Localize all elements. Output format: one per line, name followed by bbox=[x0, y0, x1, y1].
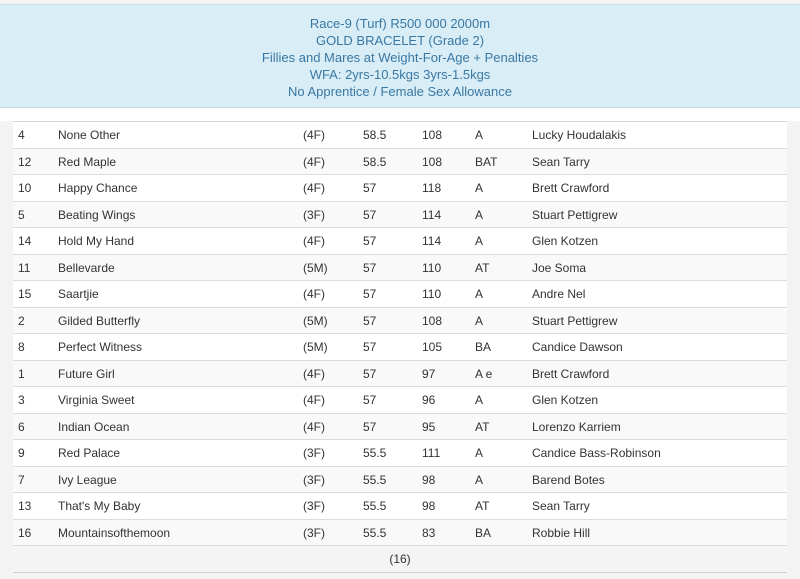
race-title: Race-9 (Turf) R500 000 2000m bbox=[309, 16, 491, 31]
horse-name: Hold My Hand bbox=[58, 234, 135, 248]
age-sex: (3F) bbox=[303, 472, 325, 487]
jockey-name: Robbie Hill bbox=[532, 525, 591, 540]
equipment: A bbox=[475, 234, 484, 248]
equipment: A e bbox=[475, 366, 493, 381]
runner-number: 11 bbox=[18, 260, 31, 275]
runner-number: 7 bbox=[18, 472, 25, 487]
weight: 57 bbox=[363, 393, 377, 407]
runner-row bbox=[13, 281, 787, 308]
race-wfa: WFA: 2yrs-10.5kgs 3yrs-1.5kgs bbox=[309, 67, 491, 82]
jockey-name: Candice Dawson bbox=[532, 340, 623, 354]
jockey-name: Stuart Pettigrew bbox=[532, 207, 618, 222]
merit-rating: 118 bbox=[422, 181, 442, 195]
jockey-name: Candice Bass-Robinson bbox=[532, 446, 661, 460]
jockey-name: Lucky Houdalakis bbox=[532, 128, 627, 142]
merit-rating: 108 bbox=[422, 128, 443, 142]
merit-rating: 98 bbox=[422, 472, 436, 487]
weight: 55.5 bbox=[363, 499, 387, 513]
equipment: AT bbox=[475, 260, 490, 275]
weight: 58.5 bbox=[363, 154, 387, 169]
equipment: BA bbox=[475, 525, 492, 540]
runner-row bbox=[13, 228, 787, 255]
horse-name: None Other bbox=[58, 128, 121, 142]
jockey-name: Joe Soma bbox=[532, 260, 587, 275]
merit-rating: 95 bbox=[422, 419, 436, 434]
merit-rating: 114 bbox=[422, 207, 442, 222]
runner-row bbox=[13, 361, 787, 388]
horse-name: That's My Baby bbox=[58, 499, 141, 513]
weight: 57 bbox=[363, 181, 377, 195]
merit-rating: 111 bbox=[422, 446, 441, 460]
runner-row bbox=[13, 149, 787, 176]
weight: 57 bbox=[363, 287, 377, 301]
age-sex: (5M) bbox=[303, 260, 328, 275]
jockey-name: Lorenzo Karriem bbox=[532, 419, 621, 434]
weight: 58.5 bbox=[363, 128, 387, 142]
runner-number: 14 bbox=[18, 234, 32, 248]
weight: 57 bbox=[363, 260, 377, 275]
runner-number: 16 bbox=[18, 525, 32, 540]
runner-number: 8 bbox=[18, 340, 25, 354]
age-sex: (3F) bbox=[303, 499, 325, 513]
runner-number: 15 bbox=[18, 287, 32, 301]
runner-row bbox=[13, 467, 787, 494]
horse-name: Indian Ocean bbox=[58, 419, 130, 434]
age-sex: (4F) bbox=[303, 287, 325, 301]
runner-count: (16) bbox=[389, 552, 411, 566]
jockey-name: Glen Kotzen bbox=[532, 393, 599, 407]
runner-row bbox=[13, 493, 787, 520]
runner-number: 1 bbox=[18, 366, 25, 381]
merit-rating: 114 bbox=[422, 234, 442, 248]
jockey-name: Glen Kotzen bbox=[532, 234, 599, 248]
runner-number: 2 bbox=[18, 313, 25, 328]
runner-number: 6 bbox=[18, 419, 25, 434]
runners-table bbox=[13, 121, 787, 573]
age-sex: (4F) bbox=[303, 128, 325, 142]
race-allowance: No Apprentice / Female Sex Allowance bbox=[287, 84, 512, 99]
equipment: A bbox=[475, 181, 484, 195]
horse-name: Virginia Sweet bbox=[58, 393, 135, 407]
age-sex: (4F) bbox=[303, 366, 325, 381]
merit-rating: 97 bbox=[422, 366, 436, 381]
equipment: AT bbox=[475, 419, 490, 434]
equipment: A bbox=[475, 128, 484, 142]
horse-name: Red Maple bbox=[58, 154, 117, 169]
horse-name: Red Palace bbox=[58, 446, 121, 460]
runner-row bbox=[13, 175, 787, 202]
equipment: A bbox=[475, 446, 484, 460]
equipment: BAT bbox=[475, 154, 498, 169]
weight: 57 bbox=[363, 207, 377, 222]
runner-row bbox=[13, 202, 787, 229]
race-name: GOLD BRACELET (Grade 2) bbox=[315, 33, 485, 48]
age-sex: (5M) bbox=[303, 313, 328, 328]
equipment: AT bbox=[475, 499, 490, 513]
age-sex: (3F) bbox=[303, 446, 325, 460]
horse-name: Perfect Witness bbox=[58, 340, 143, 354]
runner-number: 12 bbox=[18, 154, 32, 169]
age-sex: (4F) bbox=[303, 234, 325, 248]
age-sex: (3F) bbox=[303, 525, 325, 540]
runner-row bbox=[13, 255, 787, 282]
horse-name: Happy Chance bbox=[58, 181, 138, 195]
runner-number: 10 bbox=[18, 181, 32, 195]
age-sex: (4F) bbox=[303, 154, 325, 169]
weight: 57 bbox=[363, 419, 377, 434]
race-header bbox=[0, 4, 800, 108]
jockey-name: Brett Crawford bbox=[532, 181, 610, 195]
weight: 57 bbox=[363, 340, 377, 354]
jockey-name: Sean Tarry bbox=[532, 499, 590, 513]
horse-name: Mountainsofthemoon bbox=[58, 525, 171, 540]
race-conditions: Fillies and Mares at Weight-For-Age + Penalties bbox=[261, 50, 539, 65]
runner-count-row bbox=[13, 546, 787, 573]
merit-rating: 110 bbox=[422, 287, 442, 301]
merit-rating: 110 bbox=[422, 260, 442, 275]
jockey-name: Stuart Pettigrew bbox=[532, 313, 618, 328]
equipment: A bbox=[475, 287, 484, 301]
runner-number: 9 bbox=[18, 446, 25, 460]
header-spacer bbox=[0, 108, 800, 121]
merit-rating: 83 bbox=[422, 525, 436, 540]
runner-row bbox=[13, 387, 787, 414]
runner-number: 3 bbox=[18, 393, 25, 407]
horse-name: Beating Wings bbox=[58, 207, 136, 222]
horse-name: Future Girl bbox=[58, 366, 115, 381]
jockey-name: Sean Tarry bbox=[532, 154, 590, 169]
equipment: A bbox=[475, 393, 484, 407]
jockey-name: Barend Botes bbox=[532, 472, 605, 487]
merit-rating: 108 bbox=[422, 313, 443, 328]
merit-rating: 96 bbox=[422, 393, 436, 407]
age-sex: (3F) bbox=[303, 207, 325, 222]
merit-rating: 98 bbox=[422, 499, 436, 513]
merit-rating: 105 bbox=[422, 340, 443, 354]
runner-number: 13 bbox=[18, 499, 32, 513]
equipment: A bbox=[475, 472, 484, 487]
runner-row bbox=[13, 440, 787, 467]
age-sex: (4F) bbox=[303, 181, 325, 195]
weight: 57 bbox=[363, 234, 377, 248]
age-sex: (5M) bbox=[303, 340, 328, 354]
runner-row bbox=[13, 520, 787, 547]
weight: 55.5 bbox=[363, 525, 387, 540]
equipment: A bbox=[475, 313, 484, 328]
weight: 57 bbox=[363, 366, 377, 381]
horse-name: Gilded Butterfly bbox=[58, 313, 141, 328]
runner-number: 5 bbox=[18, 207, 25, 222]
runner-row bbox=[13, 414, 787, 441]
equipment: BA bbox=[475, 340, 492, 354]
runner-row bbox=[13, 122, 787, 149]
age-sex: (4F) bbox=[303, 419, 325, 434]
equipment: A bbox=[475, 207, 484, 222]
runner-row bbox=[13, 308, 787, 335]
runner-row bbox=[13, 334, 787, 361]
horse-name: Bellevarde bbox=[58, 260, 115, 275]
jockey-name: Brett Crawford bbox=[532, 366, 610, 381]
jockey-name: Andre Nel bbox=[532, 287, 586, 301]
weight: 55.5 bbox=[363, 446, 387, 460]
age-sex: (4F) bbox=[303, 393, 325, 407]
weight: 55.5 bbox=[363, 472, 387, 487]
runner-number: 4 bbox=[18, 128, 25, 142]
merit-rating: 108 bbox=[422, 154, 443, 169]
horse-name: Saartjie bbox=[58, 287, 99, 301]
weight: 57 bbox=[363, 313, 377, 328]
horse-name: Ivy League bbox=[58, 472, 117, 487]
